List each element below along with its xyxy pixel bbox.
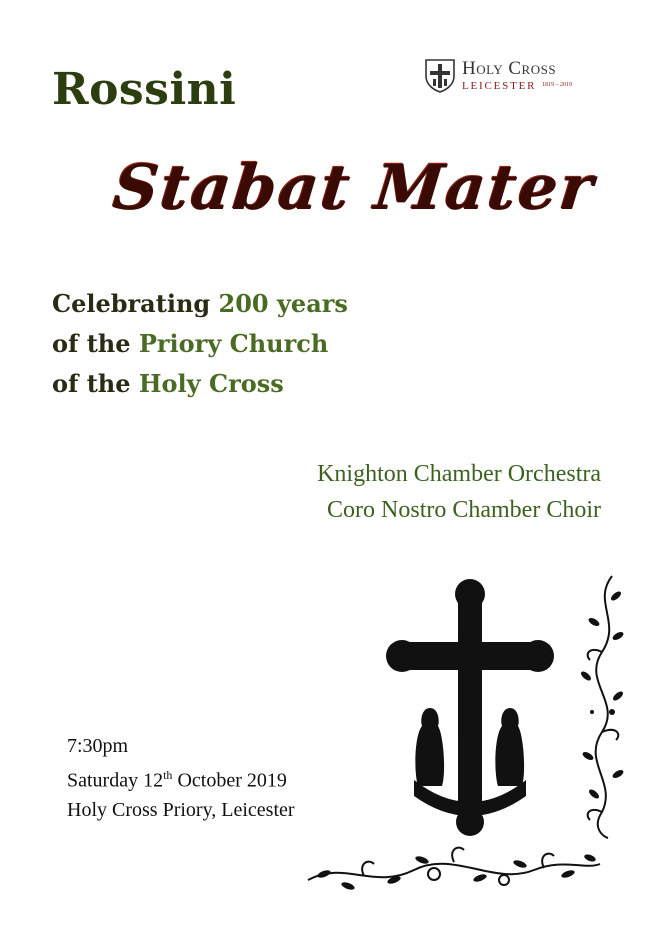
logo-name: Holy Cross xyxy=(462,58,557,79)
celebration-line-3-b: Holy Cross xyxy=(138,369,284,398)
celebration-line-1-a: Celebrating xyxy=(52,289,219,318)
performers xyxy=(317,456,601,528)
event-date-rest: October 2019 xyxy=(172,769,287,792)
celebration-text xyxy=(52,284,348,404)
celebration-line-1-b: 200 years xyxy=(218,289,348,318)
work-title xyxy=(109,150,598,223)
shield-cross-icon xyxy=(424,58,456,94)
vine-ornament-bottom xyxy=(304,840,604,900)
celebration-line-3-a: of the xyxy=(52,369,139,398)
event-date xyxy=(67,761,295,796)
crucifix-icon xyxy=(384,574,556,842)
event-date-suffix: th xyxy=(163,768,173,782)
celebration-line-2-a: of the xyxy=(52,329,139,358)
performer-orchestra: Knighton Chamber Orchestra xyxy=(317,461,601,487)
logo-years: 1819 – 2019 xyxy=(542,82,572,88)
work-title-text: Stabat Mater xyxy=(109,150,598,223)
celebration-line-1 xyxy=(52,284,348,324)
celebration-line-3 xyxy=(52,364,348,404)
vine-ornament-right xyxy=(572,572,632,840)
composer-name: Rossini xyxy=(52,64,237,115)
holy-cross-logo xyxy=(424,58,594,98)
event-date-day: Saturday 12 xyxy=(67,769,164,792)
logo-city: LEICESTER xyxy=(462,80,537,92)
celebration-line-2-b: Priory Church xyxy=(138,329,329,358)
event-details xyxy=(67,732,295,825)
event-venue: Holy Cross Priory, Leicester xyxy=(67,798,295,821)
celebration-line-2 xyxy=(52,324,348,364)
performer-choir: Coro Nostro Chamber Choir xyxy=(327,497,601,523)
event-time: 7:30pm xyxy=(67,735,129,757)
